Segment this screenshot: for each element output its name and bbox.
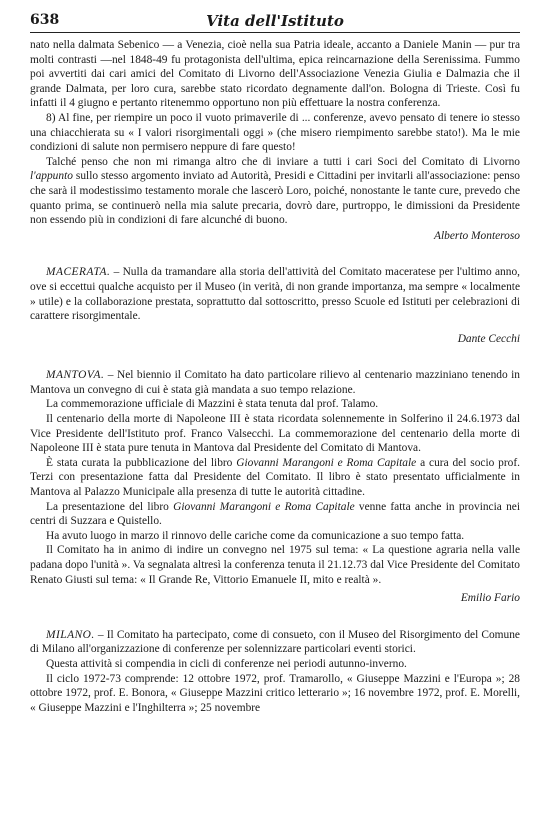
paragraph bbox=[30, 628, 520, 657]
text-run: – Nel biennio il Comitato ha dato particolare rilievo al centenario mazziniano tenendo in Mantova un convegno di cui è stata già mandata a suo tempo relazione. bbox=[30, 369, 520, 396]
macerata-report bbox=[30, 265, 520, 346]
emphasis: Giovanni Marangoni e Roma Capitale bbox=[236, 456, 417, 469]
text-run: sullo stesso argomento inviato ad Autorità, Presidi e Cittadini per invitarli all'associazione: penso che sarà il modestissimo testamento morale che lascerò Loro, poiché, nonostante le tante cure, prevedo che quanto prima, se continuerò nella mia salute precaria, dovrò dare, purtroppo, le dimissioni da Presidente non essendo più in condizioni di fare alcunché di buono. bbox=[30, 170, 520, 227]
text-run: – Nulla da tramandare alla storia dell'attività del Comitato maceratese per l'ultimo anno, ove si eccettui qualche acquisto per il Museo (in verità, di non grande importanza, ma sempre « localmente » utile) e la collaborazione prestata, soprattutto dal sottoscritto, presso Scuole ed Istituti per celebrazioni di carattere risorgimentale. bbox=[30, 266, 520, 323]
livorno-report bbox=[30, 38, 520, 243]
city-heading: MACERATA. bbox=[46, 266, 111, 279]
page-header bbox=[30, 12, 520, 34]
paragraph: nato nella dalmata Sebenico — a Venezia, cioè nella sua Patria ideale, accanto a Daniele Manin — pur tra molti contrasti —nel 1848-49 fu protagonista dell'ultima, epica reincarnazione della Serenissima. Fummo poi avvertiti dai cari amici del Comitato di Livorno dell'Associazione Venezia Giulia e Dalmazia che il grande Dalmata, per loro cura, sarebbe stato ricordato degnamente dall'on. Bologna di Trieste. Così fu infatti il 4 giugno e pertanto ritenemmo opportuno non più effettuare la nostra conferenza. bbox=[30, 39, 520, 110]
paragraph bbox=[30, 456, 520, 500]
paragraph bbox=[30, 155, 520, 228]
paragraph bbox=[30, 368, 520, 397]
paragraph: Il Comitato ha in animo di indire un convegno nel 1975 sul tema: « La questione agraria nella valle padana dopo l'unità ». Va segnalata altresì la conferenza tenuta il 21.12.73 dal Vice Presidente del Comitato Renato Giusti sul tema: « Il Grande Re, Vittorio Emanuele II, mito e realtà ». bbox=[30, 544, 520, 586]
mantova-report bbox=[30, 368, 520, 606]
paragraph: Il centenario della morte di Napoleone III è stata ricordata solennemente in Solferino il 24.6.1973 dal Vice Presidente dell'Istituto prof. Franco Valsecchi. La commemorazione del centenario della morte di Napoleone III è stata pure tenuta in Mantova dal Presidente del Comitato di Mantova. bbox=[30, 413, 520, 455]
milano-report bbox=[30, 628, 520, 716]
text-run: venne fatta anche in provincia nei centri di Suzzara e Quistello. bbox=[30, 500, 521, 528]
page-body bbox=[30, 38, 520, 715]
emphasis: Giovanni Marangoni e Roma Capitale bbox=[173, 500, 355, 513]
header-rule bbox=[30, 32, 520, 33]
paragraph: La commemorazione ufficiale di Mazzini è stata tenuta dal prof. Talamo. bbox=[46, 398, 379, 411]
text-run: La presentazione del libro bbox=[46, 500, 174, 513]
text-run: – Il Comitato ha partecipato, come di consueto, con il Museo del Risorgimento del Comune di Milano all'organizzazione di conferenze per solennizzare particolari eventi storici. bbox=[30, 628, 520, 656]
paragraph: Il ciclo 1972-73 comprende: 12 ottobre 1972, prof. Tramarollo, « Giuseppe Mazzini e l'Europa »; 28 ottobre 1972, prof. E. Bonora, « Giuseppe Mazzini critico letterario »; 16 novembre 1972, prof. E. Morelli, « Giuseppe Mazzini e l'Inghilterra »; 25 novembre bbox=[30, 672, 520, 714]
text-run: Talché penso che non mi rimanga altro che di inviare a tutti i cari Soci del Comitato di Livorno bbox=[46, 155, 520, 168]
paragraph: 8) Al fine, per riempire un poco il vuoto primaverile di ... conferenze, avevo pensato di tenere io stesso una chiacchierata su « I valori risorgimentali oggi » (che misero riempimento sarebbe stato!). Ma le mie condizioni di salute non permisero neppure di fare questo! bbox=[30, 111, 520, 154]
text-run: a cura del socio prof. Terzi con presentazione fatta dal Presidente del Comitato. Il libro è stato presentato ufficialmente in Mantova al Palazzo Municipale alla presenza di tutte le autorità cittadine. bbox=[30, 456, 521, 499]
signature: Dante Cecchi bbox=[457, 332, 520, 345]
paragraph bbox=[30, 500, 520, 529]
paragraph: Questa attività si compendia in cicli di conferenze nei periodi autunno-inverno. bbox=[46, 657, 407, 670]
page-number: 638 bbox=[30, 12, 60, 28]
city-heading: MANTOVA. bbox=[46, 369, 105, 382]
running-title: Vita dell'Istituto bbox=[206, 12, 344, 30]
city-heading: MILANO. bbox=[46, 628, 95, 641]
paragraph bbox=[30, 265, 520, 323]
emphasis: l'appunto bbox=[30, 170, 73, 183]
paragraph: Ha avuto luogo in marzo il rinnovo delle cariche come da comunicazione a suo tempo fatta. bbox=[46, 529, 465, 542]
signature: Alberto Monteroso bbox=[434, 229, 520, 242]
signature: Emilio Fario bbox=[460, 592, 520, 605]
text-run: È stata curata la pubblicazione del libro bbox=[46, 456, 237, 469]
